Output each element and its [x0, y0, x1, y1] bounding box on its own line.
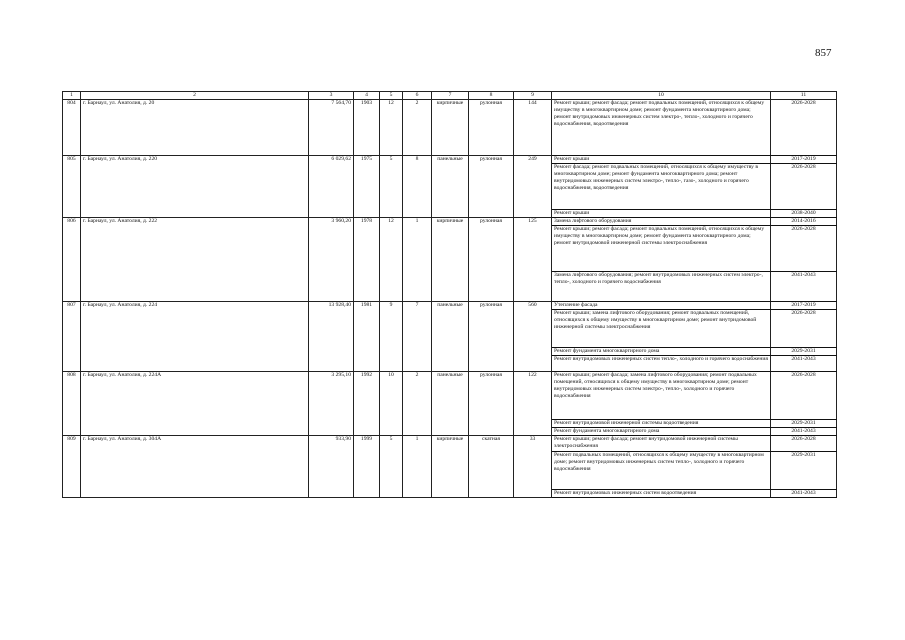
work-period: 2038-2040	[771, 210, 837, 218]
work-period: 2041-2043	[771, 356, 837, 372]
house-address: г. Барнаул, ул. Анатолия, д. 224	[81, 302, 309, 372]
floor-count: 10	[380, 372, 403, 436]
roof-type: рулонная	[469, 156, 514, 218]
floor-count: 5	[380, 436, 403, 498]
column-number: 5	[380, 92, 403, 100]
house-number: 808	[63, 372, 81, 436]
work-description: Ремонт крыши; ремонт фасада; ремонт подвальных помещений, относящихся к общему имуществу в многоквартирном доме; ремонт фундамента многоквартирного дома; ремонт внутридомовой инженерной системы электроснабжения	[552, 226, 771, 272]
wall-material: панельные	[432, 156, 469, 218]
resident-count: 144	[514, 100, 552, 156]
house-address: г. Барнаул, ул. Анатолия, д. 20	[81, 100, 309, 156]
work-period: 2029-2031	[771, 452, 837, 490]
house-address: г. Барнаул, ул. Анатолия, д. 304А	[81, 436, 309, 498]
resident-count: 33	[514, 436, 552, 498]
work-period: 2017-2019	[771, 302, 837, 310]
work-description: Ремонт крыши	[552, 210, 771, 218]
house-number: 805	[63, 156, 81, 218]
entrance-count: 2	[403, 372, 432, 436]
work-description: Ремонт фундамента многоквартирного дома	[552, 348, 771, 356]
work-period: 2026-2028	[771, 436, 837, 452]
column-number: 11	[771, 92, 837, 100]
wall-material: панельные	[432, 372, 469, 436]
work-period: 2026-2028	[771, 310, 837, 348]
column-number: 1	[63, 92, 81, 100]
entrance-count: 1	[403, 436, 432, 498]
work-period: 2041-2043	[771, 490, 837, 498]
work-period: 2026-2028	[771, 226, 837, 272]
work-description: Ремонт фундамента многоквартирного дома	[552, 428, 771, 436]
house-address: г. Барнаул, ул. Анатолия, д. 224А	[81, 372, 309, 436]
entrance-count: 1	[403, 218, 432, 302]
work-period: 2026-2028	[771, 372, 837, 420]
work-description: Ремонт крыши; ремонт фасада; ремонт внутридомовой инженерной системы электроснабжения	[552, 436, 771, 452]
work-description: Ремонт внутридомовых инженерных систем водоотведения	[552, 490, 771, 498]
house-number: 806	[63, 218, 81, 302]
work-period: 2026-2028	[771, 100, 837, 156]
column-number: 10	[552, 92, 771, 100]
floor-count: 12	[380, 218, 403, 302]
build-year: 1975	[354, 156, 380, 218]
wall-material: кирпичные	[432, 436, 469, 498]
roof-type: рулонная	[469, 218, 514, 302]
table-row	[63, 436, 837, 452]
house-area: 6 029,62	[309, 156, 354, 218]
column-number: 6	[403, 92, 432, 100]
work-period: 2029-2031	[771, 420, 837, 428]
roof-type: рулонная	[469, 302, 514, 372]
table-row	[63, 100, 837, 156]
work-period: 2026-2028	[771, 164, 837, 210]
resident-count: 122	[514, 372, 552, 436]
capital-repair-table	[62, 91, 837, 498]
wall-material: кирпичные	[432, 100, 469, 156]
work-period: 2017-2019	[771, 156, 837, 164]
house-address: г. Барнаул, ул. Анатолия, д. 222	[81, 218, 309, 302]
house-number: 807	[63, 302, 81, 372]
resident-count: 125	[514, 218, 552, 302]
column-number: 3	[309, 92, 354, 100]
work-period: 2029-2031	[771, 348, 837, 356]
roof-type: скатная	[469, 436, 514, 498]
house-address: г. Барнаул, ул. Анатолия, д. 220	[81, 156, 309, 218]
work-period: 2041-2043	[771, 272, 837, 302]
floor-count: 5	[380, 156, 403, 218]
resident-count: 249	[514, 156, 552, 218]
table-row	[63, 218, 837, 226]
work-description: Ремонт внутридомовых инженерных систем тепло-, холодного и горячего водоснабжения	[552, 356, 771, 372]
house-area: 3 295,10	[309, 372, 354, 436]
column-number: 8	[469, 92, 514, 100]
roof-type: рулонная	[469, 100, 514, 156]
work-description: Ремонт фасада; ремонт подвальных помещений, относящихся к общему имуществу в многоквартирном доме; ремонт фундамента многоквартирного дома; ремонт внутридомовых инженерных систем электро-, тепло-, газо-, холодного и горячего водоснабжения, водоотведения	[552, 164, 771, 210]
work-description: Ремонт крыши; ремонт фасада; замена лифтового оборудования; ремонт подвальных помещений, относящихся к общему имуществу в многоквартирном доме; ремонт внутридомовых инженерных систем электро-, тепло-, холодного и горячего водоснабжения	[552, 372, 771, 420]
column-number: 2	[81, 92, 309, 100]
entrance-count: 2	[403, 100, 432, 156]
roof-type: рулонная	[469, 372, 514, 436]
page-number: 857	[815, 47, 832, 59]
work-description: Ремонт подвальных помещений, относящихся к общему имуществу в многоквартирном доме; ремонт внутридомовых инженерных систем тепло-, холодного и горячего водоснабжения	[552, 452, 771, 490]
house-area: 3 960,20	[309, 218, 354, 302]
build-year: 1981	[354, 302, 380, 372]
house-area: 933,90	[309, 436, 354, 498]
house-area: 13 928,40	[309, 302, 354, 372]
table-row	[63, 302, 837, 310]
build-year: 1978	[354, 218, 380, 302]
work-period: 2041-2043	[771, 428, 837, 436]
floor-count: 9	[380, 302, 403, 372]
work-description: Утепление фасада	[552, 302, 771, 310]
build-year: 1903	[354, 100, 380, 156]
work-description: Ремонт крыши	[552, 156, 771, 164]
wall-material: панельные	[432, 302, 469, 372]
floor-count: 12	[380, 100, 403, 156]
table-row	[63, 156, 837, 164]
table-row	[63, 372, 837, 420]
column-number: 4	[354, 92, 380, 100]
entrance-count: 8	[403, 156, 432, 218]
work-description: Ремонт крыши; ремонт фасада; ремонт подвальных помещений, относящихся к общему имуществу в многоквартирном доме; ремонт фундамента многоквартирного дома; ремонт внутридомовых инженерных систем электро-, тепло-, холодного и горячего водоснабжения, водоотведения	[552, 100, 771, 156]
entrance-count: 7	[403, 302, 432, 372]
house-number: 809	[63, 436, 81, 498]
column-number: 7	[432, 92, 469, 100]
column-number-row	[63, 92, 837, 100]
wall-material: кирпичные	[432, 218, 469, 302]
work-description: Ремонт внутридомовой инженерной системы водоотведения	[552, 420, 771, 428]
house-area: 7 564,70	[309, 100, 354, 156]
build-year: 1999	[354, 436, 380, 498]
resident-count: 560	[514, 302, 552, 372]
work-description: Замена лифтового оборудования	[552, 218, 771, 226]
work-description: Ремонт крыши; замена лифтового оборудования; ремонт подвальных помещений, относящихся к общему имуществу в многоквартирном доме; ремонт внутридомовой инженерной системы электроснабжения	[552, 310, 771, 348]
work-period: 2014-2016	[771, 218, 837, 226]
column-number: 9	[514, 92, 552, 100]
house-number: 804	[63, 100, 81, 156]
build-year: 1992	[354, 372, 380, 436]
work-description: Замена лифтового оборудования; ремонт внутридомовых инженерных систем электро-, тепло-, холодного и горячего водоснабжения	[552, 272, 771, 302]
